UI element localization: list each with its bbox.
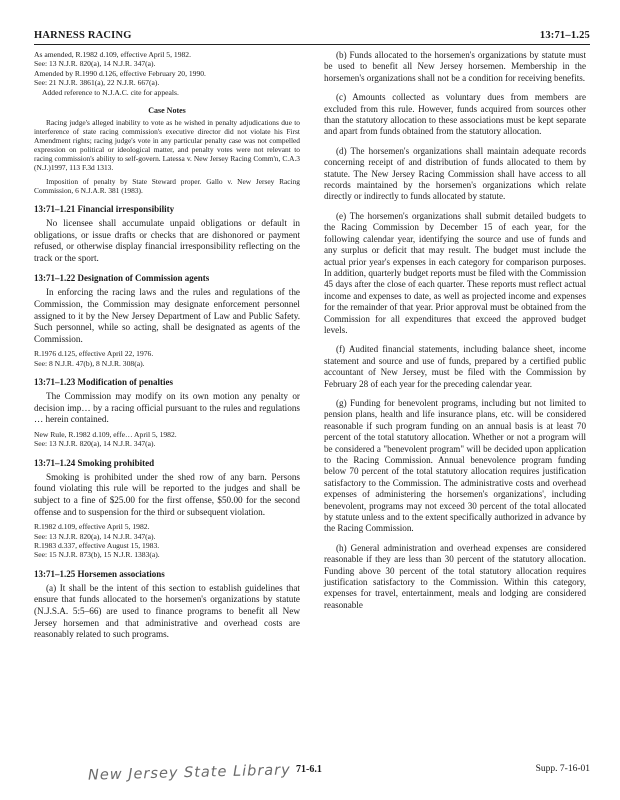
section-text: No licensee shall accumulate unpaid obligations or default in obligations, or issue drafts or checks that are dishonored or payment refused, or otherwise display financial irresponsibility reflecting on the track or the sport. [34, 218, 300, 263]
subsection-f: (f) Audited financial statements, including balance sheet, income statement and source and use of funds, prepared by a certified public accountant of New Jersey, must be filed with the Commission by February 28 of each year for the preceding calendar year. [324, 344, 586, 389]
history-note [34, 50, 300, 97]
subsection-g: (g) Funding for benevolent programs, including but not limited to pension plans, health and life insurance plans, etc. will be considered reasonable if such program funding on an annual basis is at least 70 percent of the total statutory allocation. Whether or not a program will be considered a "benevolent program" will be decided upon application to the Racing Commission. Annual benevolence program funding below 70 percent of the total statutory allocation requires justification satisfactory to the Commission. The administrative costs and overhead expenses of administering the horsemen's organizations', including benevolent, programs may not exceed 30 percent of the total allocated by statute unless and to the extent specifically authorized in advance by the Racing Commission. [324, 397, 586, 534]
subsection-e: (e) The horsemen's organizations shall submit detailed budgets to the Racing Commission by December 15 of each year, for the following calendar year, identifying the source and use of funds and any surplus or deficit that may result. The budget must include the actual prior year's expenses in each category for comparison purposes. In addition, quarterly budget reports must be filed with the Commission 45 days after the close of each quarter. These reports must reflect actual income and expenses to date, as well as projected income and expenses for the remainder of that year. Prior approval must be obtained from the Commission for all expenditures that exceed the approved budget levels. [324, 210, 586, 335]
history-line: See: 15 N.J.R. 873(b), 15 N.J.R. 1383(a). [34, 550, 160, 560]
history-line: See: 13 N.J.R. 820(a), 14 N.J.R. 347(a). [34, 531, 156, 541]
page-footer [0, 757, 620, 787]
case-note: Imposition of penalty by State Steward proper. Gallo v. New Jersey Racing Commission, 6 N.J.A.R. 381 (1983). [34, 177, 300, 196]
history-line: Amended by R.1990 d.126, effective February 20, 1990. [34, 68, 206, 78]
subsection-b: (b) Funds allocated to the horsemen's organizations by statute must be used to benefit all New Jersey horsemen. Membership in the horsemen's organizations shall not be a condition for receiving benefits. [324, 50, 586, 83]
history-line: See: 13 N.J.R. 820(a), 14 N.J.R. 347(a). [34, 439, 156, 449]
subsection-c: (c) Amounts collected as voluntary dues from members are excluded from this rule. However, funds acquired from sources other than the statutory allocation to these associations must be kept separate and apart from funds obtained from the statutory allocation. [324, 92, 586, 137]
section-heading: 13:71–1.21 Financial irresponsibility [34, 204, 175, 215]
header-title: HARNESS RACING [34, 30, 132, 41]
case-note: Racing judge's alleged inability to vote as he wished in penalty adjudications due to interference of state racing commission's executive director did not violate his First Amendment rights; racing judge's vote in any particular penalty case was not compelled expression on political or ideological matter, and penalty votes were not relevant to racing commission's ability to self-govern. Latessa v. New Jersey Racing Comm'n, C.A.3 (N.J.)1997, 113 F.3d 1313. [34, 118, 300, 173]
section-heading: 13:71–1.24 Smoking prohibited [34, 457, 155, 468]
history-line: New Rule, R.1982 d.109, effe… April 5, 1982. [34, 429, 177, 439]
subsection-h: (h) General administration and overhead expenses are considered reasonable if they are less than 30 percent of the statutory allocation. Funding above 30 percent of the total statutory allocation requires justification satisfactory to the Commission. Within this category, expenses for travel, entertainment, meals and lodging are considered reasonable [324, 542, 586, 610]
left-column [34, 50, 300, 645]
section-text: Smoking is prohibited under the shed row of any barn. Persons found violating this rule will be reported to the judges and shall be subject to a fine of $25.00 for the first offense, $50.00 for the second offense and to suspension for the third or subsequent violation. [34, 471, 300, 517]
section-text: In enforcing the racing laws and the rules and regulations of the Commission, the Commission may designate enforcement personnel assigned to it by the New Jersey Department of Law and Public Safety. Such personnel, while so acting, shall be designated as agents of the Commission. [34, 287, 300, 344]
history-note [34, 430, 300, 449]
history-line: Added reference to N.J.A.C. cite for appeals. [42, 87, 179, 97]
subsection-d: (d) The horsemen's organizations shall maintain adequate records concerning receipt of and distribution of funds allocated to them by statute. The New Jersey Racing Commission shall have access to all records maintained by the horsemen's organizations which relate directly or indirectly to funds allocated by statute. [324, 145, 586, 202]
history-line: See: 13 N.J.R. 820(a), 14 N.J.R. 347(a). [34, 59, 156, 69]
section-text: The Commission may modify on its own motion any penalty or decision imp… by a racing official pursuant to the rules and regulations … herein contained. [34, 391, 300, 425]
case-notes-heading: Case Notes [148, 106, 186, 116]
history-line: R.1976 d.125, effective April 22, 1976. [34, 349, 154, 359]
section-heading: 13:71–1.25 Horsemen associations [34, 568, 165, 579]
section-heading: 13:71–1.23 Modification of penalties [34, 377, 173, 388]
section-text: (a) It shall be the intent of this section to establish guidelines that ensure that funds allocated to the horsemen's organizations by statute (N.J.S.A. 5:5–66) are used to finance programs to benefit all New Jersey horsemen and that administrative and overhead costs are reasonably related to such programs. [34, 582, 300, 640]
history-line: R.1983 d.337, effective August 15, 1983. [34, 540, 160, 550]
history-note [34, 522, 300, 560]
section-heading: 13:71–1.22 Designation of Commission agents [34, 273, 210, 284]
history-note [34, 349, 300, 368]
header-rule [34, 44, 590, 45]
history-line: See: 21 N.J.R. 3861(a), 22 N.J.R. 667(a). [34, 78, 160, 88]
history-line: R.1982 d.109, effective April 5, 1982. [34, 522, 150, 532]
library-stamp: New Jersey State Library [87, 762, 291, 784]
supplement-date: Supp. 7-16-01 [535, 764, 590, 774]
right-column [324, 50, 586, 619]
header-section-range: 13:71–1.25 [539, 30, 590, 41]
page-number: 71-6.1 [296, 764, 322, 775]
history-line: See: 8 N.J.R. 47(b), 8 N.J.R. 308(a). [34, 358, 145, 368]
history-line: As amended, R.1982 d.109, effective April 5, 1982. [34, 50, 191, 59]
